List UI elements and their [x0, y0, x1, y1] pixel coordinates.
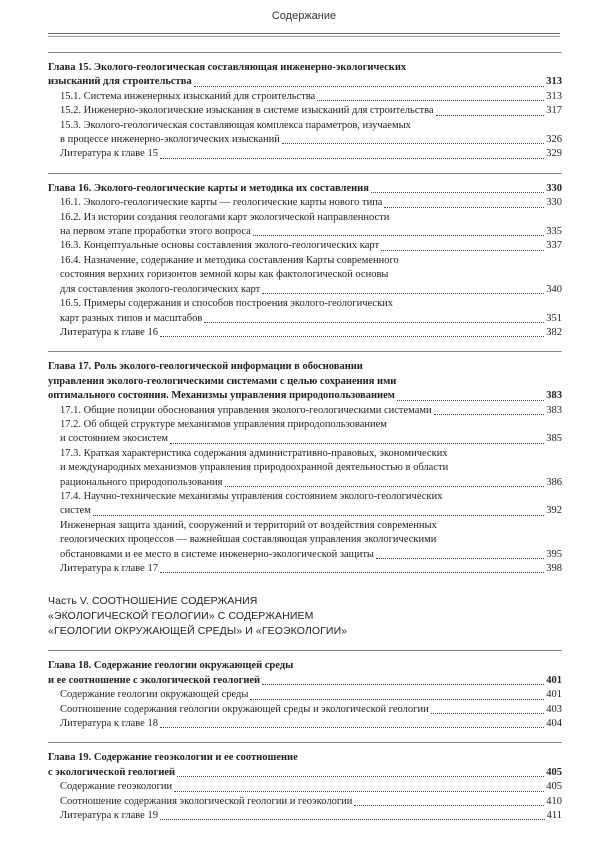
section-line	[48, 225, 562, 239]
section-line	[48, 254, 562, 268]
section-page-number: 405	[545, 780, 562, 794]
section-line	[48, 504, 562, 518]
chapter-title-line	[48, 75, 562, 89]
header-rule-secondary	[48, 36, 560, 37]
chapter-title-line	[48, 751, 562, 765]
section-line	[48, 461, 562, 475]
section-line	[48, 688, 562, 702]
dot-leader	[160, 809, 545, 820]
section-page-number: 326	[545, 133, 562, 147]
dot-leader	[160, 717, 544, 728]
chapter-block	[48, 351, 562, 576]
chapter-title-page-number: 330	[545, 182, 562, 196]
section-page-number: 386	[545, 476, 562, 490]
chapter-title-line	[48, 61, 562, 75]
section-text: Литература к главе 17	[60, 563, 158, 574]
section-line	[48, 147, 562, 161]
part-heading-line: Часть V. СООТНОШЕНИЕ СОДЕРЖАНИЯ	[48, 595, 258, 608]
section-text: и международных механизмов управления природоохранной деятельностью в области	[60, 462, 449, 474]
dot-leader	[376, 548, 544, 559]
dot-leader	[381, 239, 544, 250]
dot-leader	[262, 283, 544, 294]
section-text: 17.1. Общие позиции обоснования управления эколого-геологическими системами	[60, 404, 432, 416]
section-line	[48, 133, 562, 147]
section-line	[48, 104, 562, 118]
dot-leader	[317, 90, 544, 101]
dot-leader	[93, 504, 544, 515]
chapter-title-line	[48, 659, 562, 673]
dot-leader	[434, 404, 545, 415]
chapter-block	[48, 650, 562, 731]
section-text: 16.1. Эколого-геологические карты — геологические карты нового типа	[60, 197, 383, 209]
chapter-title-text: Глава 17. Роль эколого-геологической информации в обосновании	[48, 361, 363, 373]
section-line	[48, 90, 562, 104]
section-text: Литература к главе 16	[60, 326, 158, 338]
dot-leader	[384, 196, 544, 207]
chapter-title-line	[48, 766, 562, 780]
section-line	[48, 196, 562, 210]
section-line	[48, 404, 562, 418]
dot-leader	[431, 703, 545, 714]
section-text: Литература к главе 15	[60, 148, 158, 160]
section-text: для составления эколого-геологических карт	[60, 283, 261, 295]
chapter-title-page-number: 401	[545, 674, 562, 688]
section-text: Содержание геоэкологии	[60, 781, 173, 793]
section-text: 16.5. Примеры содержания и способов построения эколого-геологических	[60, 298, 394, 310]
section-page-number: 335	[545, 225, 562, 239]
section-text: Соотношение содержания экологической геологии и геоэкологии	[60, 795, 353, 807]
section-line	[48, 239, 562, 253]
dot-leader	[160, 562, 544, 573]
section-page-number: 395	[545, 548, 562, 562]
chapter-block	[48, 52, 562, 162]
dot-leader	[160, 147, 544, 158]
section-line	[48, 268, 562, 282]
dot-leader	[204, 312, 544, 323]
section-line	[48, 312, 562, 326]
section-text: 15.3. Эколого-геологическая составляющая комплекса параметров, изучаемых	[60, 119, 411, 131]
section-line	[48, 533, 562, 547]
section-page-number: 403	[545, 703, 562, 717]
section-page-number: 351	[545, 312, 562, 326]
section-page-number: 313	[545, 90, 562, 104]
section-line	[48, 297, 562, 311]
chapter-title-line	[48, 375, 562, 389]
section-line	[48, 326, 562, 340]
section-text: Соотношение содержания геологии окружающей среды и экологической геологии	[60, 703, 429, 715]
chapter-title-text: и ее соотношение с экологической геологией	[48, 674, 261, 686]
section-line	[48, 519, 562, 533]
section-page-number: 337	[545, 239, 562, 253]
section-text: 16.2. Из истории создания геологами карт экологической направленности	[60, 211, 390, 223]
running-head: Содержание	[271, 10, 337, 22]
chapter-title-page-number: 405	[545, 766, 562, 780]
section-page-number: 329	[545, 147, 562, 161]
chapter-title-line	[48, 360, 562, 374]
dot-leader	[397, 389, 544, 400]
chapter-title-line	[48, 674, 562, 688]
dot-leader	[177, 766, 544, 777]
chapter-title-text: управления эколого-геологическими системами с целью сохранения ими	[48, 375, 397, 387]
dot-leader	[371, 182, 544, 193]
section-text: 16.4. Назначение, содержание и методика составления Карты современного	[60, 254, 399, 266]
dot-leader	[225, 476, 545, 487]
chapter-title-page-number: 313	[545, 75, 562, 89]
dot-leader	[160, 326, 544, 337]
section-text: Содержание геологии окружающей среды	[60, 689, 249, 701]
section-page-number: 411	[546, 809, 562, 823]
section-line	[48, 119, 562, 133]
section-text: 17.2. Об общей структуре механизмов управления природопользованием	[60, 418, 387, 430]
section-line	[48, 717, 562, 731]
chapter-title-line	[48, 182, 562, 196]
section-page-number: 398	[545, 562, 562, 576]
section-line	[48, 809, 562, 823]
dot-leader	[354, 795, 544, 806]
section-text: и состоянием экосистем	[60, 433, 168, 445]
section-line	[48, 211, 562, 225]
section-text: на первом этапе проработки этого вопроса	[60, 226, 251, 238]
section-text: 15.2. Инженерно-экологические изыскания в системе изысканий для строительства	[60, 105, 434, 117]
section-page-number: 383	[545, 404, 562, 418]
section-page-number: 410	[545, 795, 562, 809]
part-heading	[48, 590, 562, 639]
section-line	[48, 490, 562, 504]
section-page-number: 404	[545, 717, 562, 731]
section-text: 16.3. Концептуальные основы составления эколого-геологических карт	[60, 240, 380, 252]
section-text: состояния верхних горизонтов земной коры как фактологической основы	[60, 269, 389, 281]
section-line	[48, 432, 562, 446]
section-line	[48, 418, 562, 432]
section-line	[48, 447, 562, 461]
section-text: Инженерная защита зданий, сооружений и территорий от воздействия современных	[60, 519, 437, 531]
dot-leader	[174, 780, 544, 791]
chapter-title-text: Глава 15. Эколого-геологическая составляющая инженерно-экологических	[48, 62, 407, 73]
section-text: систем	[60, 505, 91, 517]
section-text: рационального природопользования	[60, 476, 223, 488]
chapter-title-page-number: 383	[545, 389, 562, 403]
chapter-title-text: Глава 18. Содержание геологии окружающей среды	[48, 660, 294, 672]
dot-leader	[250, 688, 544, 699]
chapter-block	[48, 173, 562, 340]
part-heading-line: «ГЕОЛОГИИ ОКРУЖАЮЩЕЙ СРЕДЫ» И «ГЕОЭКОЛОГИИ»	[48, 625, 348, 638]
section-page-number: 330	[545, 196, 562, 210]
header-rule	[48, 33, 560, 34]
dot-leader	[194, 75, 545, 86]
section-page-number: 340	[545, 283, 562, 297]
dot-leader	[253, 225, 544, 236]
chapter-block	[48, 742, 562, 823]
dot-leader	[436, 104, 545, 115]
section-line	[48, 795, 562, 809]
section-page-number: 317	[545, 104, 562, 118]
section-text: обстановками и ее место в системе инженерно-экологической защиты	[60, 548, 374, 560]
section-page-number: 382	[545, 326, 562, 340]
table-of-contents	[48, 52, 562, 823]
section-text: 15.1. Система инженерных изысканий для строительства	[60, 90, 316, 102]
chapter-title-line	[48, 389, 562, 403]
section-line	[48, 780, 562, 794]
section-page-number: 385	[545, 432, 562, 446]
section-page-number: 392	[545, 504, 562, 518]
section-text: 17.3. Краткая характеристика содержания административно-правовых, экономических	[60, 447, 448, 459]
chapter-title-text: Глава 16. Эколого-геологические карты и методика их составления	[48, 182, 369, 194]
chapter-title-text: изысканий для строительства	[48, 76, 192, 88]
dot-leader	[262, 674, 544, 685]
section-line	[48, 703, 562, 717]
section-text: карт разных типов и масштабов	[60, 312, 203, 324]
part-heading-line: «ЭКОЛОГИЧЕСКОЙ ГЕОЛОГИИ» С СОДЕРЖАНИЕМ	[48, 610, 314, 623]
chapter-title-text: Глава 19. Содержание геоэкологии и ее соотношение	[48, 752, 298, 764]
section-line	[48, 476, 562, 490]
chapter-title-text: оптимального состояния. Механизмы управления природопользованием	[48, 390, 395, 402]
section-text: Литература к главе 19	[60, 810, 158, 822]
section-line	[48, 562, 562, 576]
section-text: геологических процессов — важнейшая составляющая управления экологическими	[60, 534, 437, 546]
section-page-number: 401	[545, 688, 562, 702]
section-text: Литература к главе 18	[60, 718, 158, 730]
dot-leader	[170, 432, 544, 443]
section-text: в процессе инженерно-экологических изысканий	[60, 134, 280, 146]
section-text: 17.4. Научно-технические механизмы управления состоянием эколого-геологических	[60, 490, 443, 502]
chapter-title-text: с экологической геологией	[48, 766, 176, 778]
section-line	[48, 548, 562, 562]
dot-leader	[282, 133, 544, 144]
section-line	[48, 283, 562, 297]
